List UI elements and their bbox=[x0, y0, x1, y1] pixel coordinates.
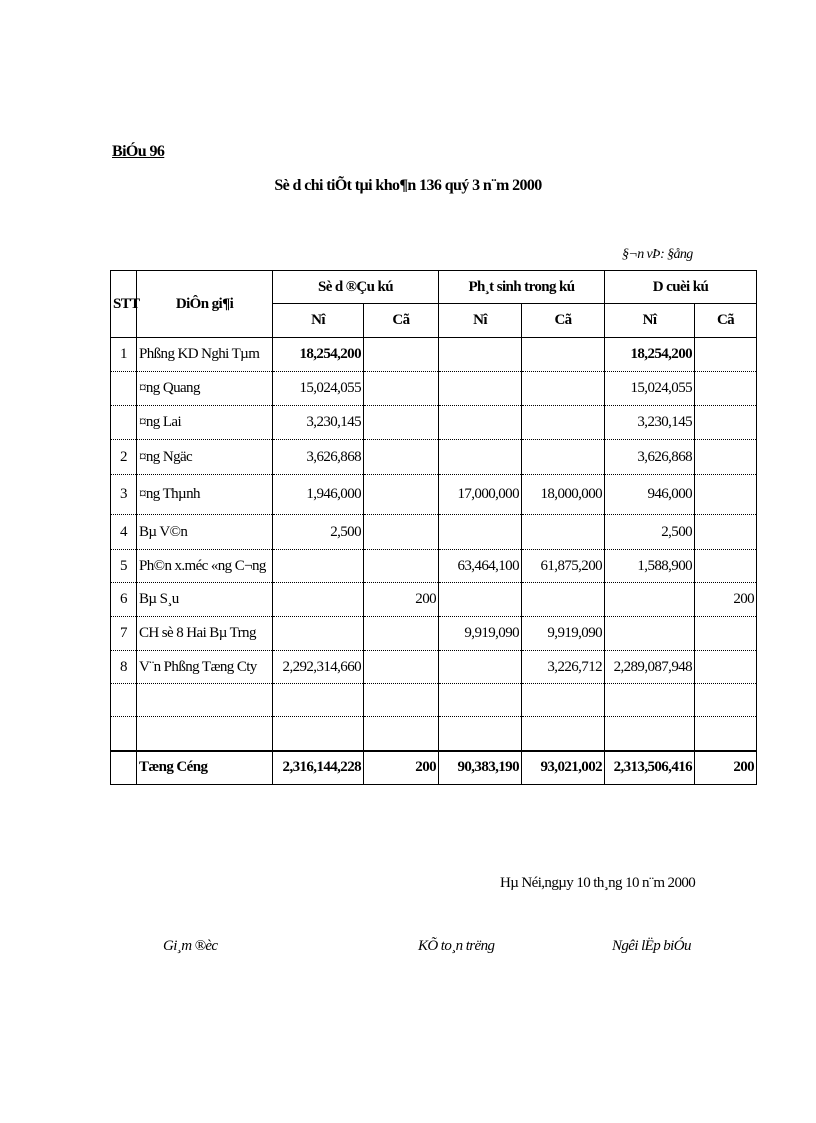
cell-stt: 5 bbox=[111, 550, 137, 583]
cell-period-credit: 93,021,002 bbox=[522, 751, 605, 785]
cell-period-debit: 9,919,090 bbox=[439, 617, 522, 651]
cell-opening-debit: 1,946,000 bbox=[273, 475, 364, 515]
signature-director: Gi¸m ®èc bbox=[163, 938, 218, 954]
cell-period-credit bbox=[522, 372, 605, 406]
cell-closing-debit: 2,500 bbox=[605, 515, 695, 550]
cell-closing-debit: 3,230,145 bbox=[605, 406, 695, 440]
cell-description: Phßng KD Nghi Tµm bbox=[137, 338, 273, 372]
cell-opening-credit bbox=[364, 406, 439, 440]
cell-closing-debit bbox=[605, 617, 695, 651]
cell-opening-credit bbox=[364, 338, 439, 372]
header-closing-credit: Cã bbox=[695, 304, 757, 338]
form-code: BiÓu 96 bbox=[112, 143, 165, 160]
cell-period-debit bbox=[439, 372, 522, 406]
cell-opening-debit: 3,626,868 bbox=[273, 440, 364, 475]
cell-description: CH sè 8 Hai Bµ Trng bbox=[137, 617, 273, 651]
cell-closing-debit: 15,024,055 bbox=[605, 372, 695, 406]
cell-description bbox=[137, 717, 273, 751]
cell-period-credit bbox=[522, 717, 605, 751]
cell-closing-credit bbox=[695, 440, 757, 475]
cell-stt: 2 bbox=[111, 440, 137, 475]
cell-stt: 8 bbox=[111, 651, 137, 684]
cell-closing-credit bbox=[695, 515, 757, 550]
cell-description: Bµ S¸u bbox=[137, 583, 273, 617]
table-row bbox=[111, 372, 757, 406]
table-row bbox=[111, 406, 757, 440]
cell-closing-debit: 18,254,200 bbox=[605, 338, 695, 372]
cell-stt bbox=[111, 406, 137, 440]
cell-opening-credit: 200 bbox=[364, 751, 439, 785]
table-row bbox=[111, 440, 757, 475]
cell-opening-debit: 2,292,314,660 bbox=[273, 651, 364, 684]
cell-opening-debit bbox=[273, 684, 364, 717]
table-row bbox=[111, 617, 757, 651]
cell-closing-credit bbox=[695, 651, 757, 684]
cell-description bbox=[137, 684, 273, 717]
place-date: Hµ Néi,ngµy 10 th¸ng 10 n¨m 2000 bbox=[500, 875, 696, 891]
cell-stt: 7 bbox=[111, 617, 137, 651]
cell-opening-credit bbox=[364, 515, 439, 550]
header-opening-credit: Cã bbox=[364, 304, 439, 338]
cell-opening-credit bbox=[364, 684, 439, 717]
table-row bbox=[111, 475, 757, 515]
cell-closing-credit bbox=[695, 617, 757, 651]
cell-closing-debit bbox=[605, 717, 695, 751]
signature-preparer: Ngêi lËp biÓu bbox=[612, 938, 691, 954]
header-description: DiÔn gi¶i bbox=[137, 271, 273, 338]
cell-closing-credit bbox=[695, 406, 757, 440]
table-row bbox=[111, 338, 757, 372]
cell-opening-debit: 15,024,055 bbox=[273, 372, 364, 406]
cell-description: Ph©n x.méc «ng C¬ng bbox=[137, 550, 273, 583]
cell-closing-debit: 1,588,900 bbox=[605, 550, 695, 583]
cell-period-debit bbox=[439, 717, 522, 751]
header-closing-debit: Nî bbox=[605, 304, 695, 338]
cell-period-debit bbox=[439, 583, 522, 617]
cell-opening-debit bbox=[273, 583, 364, 617]
cell-stt bbox=[111, 751, 137, 785]
cell-period-debit: 90,383,190 bbox=[439, 751, 522, 785]
cell-period-credit bbox=[522, 583, 605, 617]
cell-closing-credit bbox=[695, 338, 757, 372]
cell-period-debit bbox=[439, 440, 522, 475]
ledger-table bbox=[110, 270, 757, 785]
cell-opening-debit: 3,230,145 bbox=[273, 406, 364, 440]
cell-opening-debit bbox=[273, 717, 364, 751]
total-row bbox=[111, 751, 757, 785]
cell-stt bbox=[111, 684, 137, 717]
document-title: Sè d chi tiÕt tµi kho¶n 136 quý 3 n¨m 2000 bbox=[274, 177, 542, 194]
cell-opening-debit: 2,500 bbox=[273, 515, 364, 550]
cell-period-debit bbox=[439, 515, 522, 550]
cell-description: ¤ng Ngäc bbox=[137, 440, 273, 475]
cell-closing-credit bbox=[695, 475, 757, 515]
cell-stt: 1 bbox=[111, 338, 137, 372]
cell-opening-credit bbox=[364, 372, 439, 406]
cell-stt: 3 bbox=[111, 475, 137, 515]
cell-opening-debit: 18,254,200 bbox=[273, 338, 364, 372]
cell-period-credit: 3,226,712 bbox=[522, 651, 605, 684]
cell-stt: 6 bbox=[111, 583, 137, 617]
cell-opening-debit: 2,316,144,228 bbox=[273, 751, 364, 785]
table-row bbox=[111, 550, 757, 583]
cell-period-debit bbox=[439, 406, 522, 440]
cell-period-credit: 18,000,000 bbox=[522, 475, 605, 515]
cell-period-credit bbox=[522, 338, 605, 372]
table-row bbox=[111, 515, 757, 550]
cell-period-debit: 17,000,000 bbox=[439, 475, 522, 515]
cell-opening-debit bbox=[273, 550, 364, 583]
cell-stt bbox=[111, 372, 137, 406]
cell-opening-credit: 200 bbox=[364, 583, 439, 617]
cell-closing-credit bbox=[695, 372, 757, 406]
header-period-debit: Nî bbox=[439, 304, 522, 338]
cell-closing-credit bbox=[695, 717, 757, 751]
cell-description: V¨n Phßng Tæng Cty bbox=[137, 651, 273, 684]
unit-note: §¬n vÞ: §ång bbox=[622, 247, 693, 262]
header-opening-balance: Sè d ®Çu kú bbox=[273, 271, 439, 304]
cell-stt bbox=[111, 717, 137, 751]
cell-closing-debit: 3,626,868 bbox=[605, 440, 695, 475]
cell-description: Bµ V©n bbox=[137, 515, 273, 550]
cell-description: ¤ng Thµnh bbox=[137, 475, 273, 515]
cell-period-debit bbox=[439, 684, 522, 717]
cell-closing-debit: 2,289,087,948 bbox=[605, 651, 695, 684]
cell-closing-credit: 200 bbox=[695, 583, 757, 617]
cell-period-debit bbox=[439, 651, 522, 684]
cell-period-credit bbox=[522, 515, 605, 550]
table-row bbox=[111, 684, 757, 717]
cell-period-debit bbox=[439, 338, 522, 372]
cell-opening-credit bbox=[364, 475, 439, 515]
cell-stt: 4 bbox=[111, 515, 137, 550]
cell-period-credit bbox=[522, 440, 605, 475]
cell-description: Tæng Céng bbox=[137, 751, 273, 785]
cell-closing-debit: 946,000 bbox=[605, 475, 695, 515]
cell-description: ¤ng Lai bbox=[137, 406, 273, 440]
cell-opening-debit bbox=[273, 617, 364, 651]
cell-closing-debit bbox=[605, 583, 695, 617]
cell-period-debit: 63,464,100 bbox=[439, 550, 522, 583]
cell-period-credit: 9,919,090 bbox=[522, 617, 605, 651]
table-row bbox=[111, 583, 757, 617]
cell-closing-credit: 200 bbox=[695, 751, 757, 785]
signature-chief-accountant: KÕ to¸n trëng bbox=[418, 938, 495, 954]
cell-opening-credit bbox=[364, 440, 439, 475]
cell-closing-credit bbox=[695, 550, 757, 583]
cell-period-credit bbox=[522, 684, 605, 717]
cell-description: ¤ng Quang bbox=[137, 372, 273, 406]
header-stt: STT bbox=[111, 271, 137, 338]
cell-opening-credit bbox=[364, 717, 439, 751]
table-row bbox=[111, 651, 757, 684]
cell-closing-debit: 2,313,506,416 bbox=[605, 751, 695, 785]
header-closing-balance: D cuèi kú bbox=[605, 271, 757, 304]
cell-closing-credit bbox=[695, 684, 757, 717]
cell-closing-debit bbox=[605, 684, 695, 717]
cell-opening-credit bbox=[364, 651, 439, 684]
header-period-activity: Ph¸t sinh trong kú bbox=[439, 271, 605, 304]
table-row bbox=[111, 717, 757, 751]
cell-period-credit: 61,875,200 bbox=[522, 550, 605, 583]
cell-opening-credit bbox=[364, 550, 439, 583]
cell-period-credit bbox=[522, 406, 605, 440]
cell-opening-credit bbox=[364, 617, 439, 651]
header-opening-debit: Nî bbox=[273, 304, 364, 338]
header-period-credit: Cã bbox=[522, 304, 605, 338]
